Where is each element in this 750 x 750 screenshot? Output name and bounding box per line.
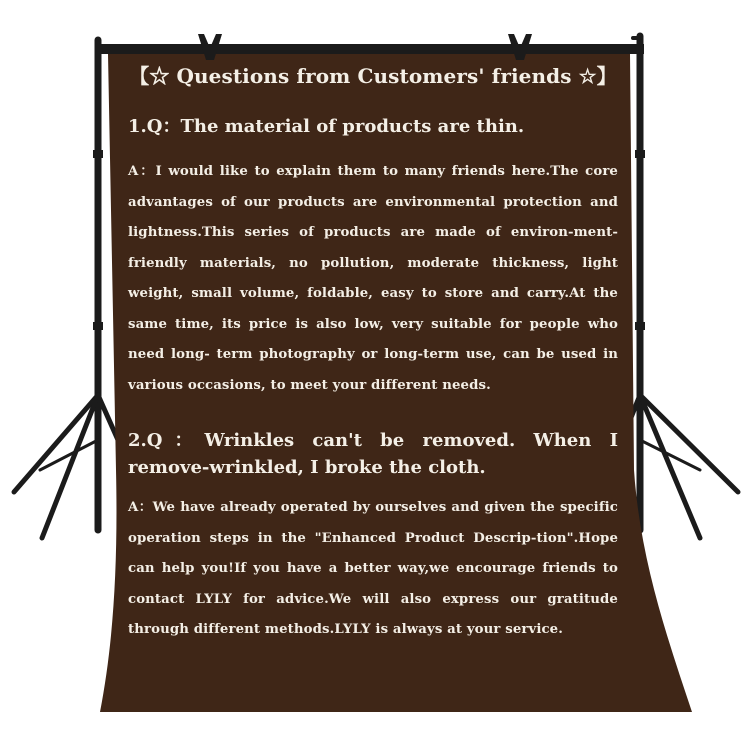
crossbar xyxy=(96,44,644,54)
faq-question-1: 1.Q：The material of products are thin. xyxy=(128,116,525,137)
faq-answer-1: A：I would like to explain them to many friends here.The core advantages of our products are environmental protection and lightness.This series of products are made of environ-ment-friendly materials, no pollution, moderate thickness, light weight, small volume, foldable, easy to store and carry.At the same time, its price is also low, very suitable for people who need long- term photography or long-term use, can be used in various occasions, to meet your different needs. xyxy=(128,164,618,393)
faq-title: 【☆ Questions from Customers' friends ☆】 xyxy=(129,64,617,88)
faq-panel xyxy=(128,60,618,646)
left-light-stand xyxy=(14,40,118,538)
right-light-stand xyxy=(622,36,738,538)
faq-answer-2: A：We have already operated by ourselves and given the specific operation steps in the "Enhanced Product Descrip-tion".Hope can help you!If you have a better way,we encourage friends to contact LYLY for advice.We will also express our gratitude through different methods.LYLY is always at your service. xyxy=(128,500,618,637)
faq-question-2: 2.Q：Wrinkles can't be removed. When I remove-wrinkled, I broke the cloth. xyxy=(128,430,618,478)
